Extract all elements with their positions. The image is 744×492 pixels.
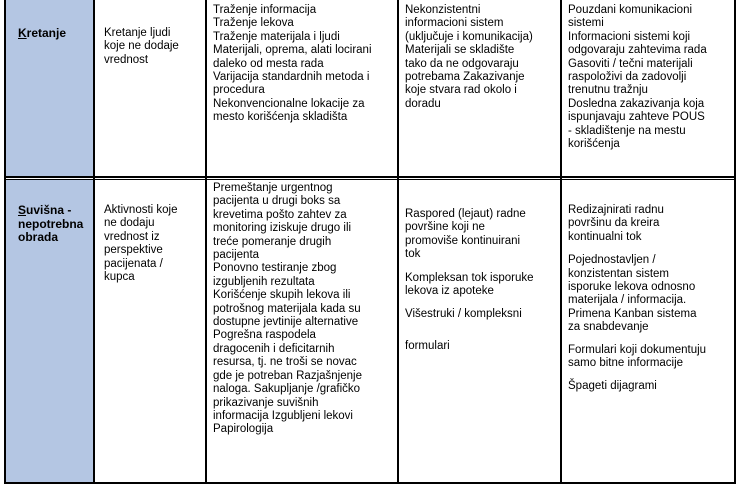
description-line: koje ne dodaje bbox=[104, 40, 179, 53]
example-line: procedura bbox=[213, 84, 265, 97]
solution-line: samo bitne informacije bbox=[568, 357, 684, 370]
example-line: Premeštanje urgentnog bbox=[213, 182, 333, 194]
grid-line bbox=[4, 176, 736, 178]
description-line: ne dodaju bbox=[104, 217, 155, 230]
grid-line bbox=[734, 0, 736, 484]
category-label-kretanje: Kretanje bbox=[18, 26, 67, 40]
grid-line bbox=[4, 482, 736, 484]
cause-line: koje stvara rad okolo i bbox=[405, 84, 517, 97]
solution-line: Pojednostavljen / bbox=[568, 254, 656, 267]
grid-line bbox=[93, 0, 95, 484]
solution-line: materijala / informacija. bbox=[568, 294, 687, 307]
solution-line: korišćenja bbox=[568, 138, 620, 151]
grid-line bbox=[4, 179, 736, 180]
grid-line bbox=[560, 0, 562, 484]
cause-line: tok bbox=[405, 248, 421, 261]
example-line: naloga. Sakupljanje /grafičko bbox=[213, 383, 361, 396]
cause-line: površine koji ne bbox=[405, 221, 485, 234]
solution-line: Formulari koji dokumentuju bbox=[568, 343, 707, 356]
description-line: kupca bbox=[104, 271, 135, 284]
example-line: pacijenta bbox=[213, 249, 260, 262]
description-line: pacijenata / bbox=[104, 257, 163, 270]
example-line: Papirologija bbox=[213, 423, 274, 436]
cause-line: tako da ne odgovaraju bbox=[405, 57, 519, 70]
cause-line: (uključuje i komunikacija) bbox=[405, 30, 533, 43]
example-line: monitoring iziskuje drugo ili bbox=[213, 222, 352, 235]
solutions-cell-2 bbox=[568, 204, 706, 394]
example-line: potrošnog materijala kada su bbox=[213, 302, 361, 315]
solution-line: sistemi bbox=[568, 17, 604, 30]
example-line: dostupne jevtinije alternative bbox=[213, 316, 359, 329]
example-line: dragocenih i deficitarnih bbox=[213, 342, 335, 355]
solution-line: ispunjavaju zahteve POUS bbox=[568, 111, 705, 124]
solution-line: raspoloživi da zadovolji bbox=[568, 71, 687, 84]
example-line: Traženje materijala i ljudi bbox=[213, 30, 340, 43]
solution-line: Informacioni sistemi koji bbox=[568, 30, 691, 43]
solution-line: kontinualni tok bbox=[568, 230, 642, 243]
solution-line: - skladištenje na mestu bbox=[568, 124, 686, 137]
cause-line: promoviše kontinuirani bbox=[405, 234, 521, 247]
description-line: vrednost bbox=[104, 53, 149, 66]
solution-line: površinu da kreira bbox=[568, 217, 660, 230]
solution-line: Pouzdani komunikacioni bbox=[568, 4, 693, 16]
example-line: treće pomeranje drugih bbox=[213, 235, 332, 248]
cause-line: Nekonzistentni bbox=[405, 4, 481, 16]
example-line: mesto korišćenja skladišta bbox=[213, 111, 348, 124]
solutions-cell-1 bbox=[568, 4, 707, 151]
solution-line: trenutnu tražnju bbox=[568, 84, 648, 97]
example-line: krevetima pošto zahtev za bbox=[213, 208, 347, 221]
cause-line: formulari bbox=[405, 339, 450, 352]
example-line: prikazivanje suvišnih bbox=[213, 396, 319, 409]
grid-line bbox=[397, 0, 399, 484]
solution-line: odgovaraju zahtevima rada bbox=[568, 44, 707, 57]
causes-cell-2 bbox=[405, 208, 533, 353]
cause-line: Materijali se skladište bbox=[405, 44, 515, 57]
grid-line bbox=[205, 0, 207, 484]
example-line: Traženje informacija bbox=[213, 4, 317, 16]
examples-cell-2 bbox=[213, 182, 362, 437]
solution-line: isporuke lekova odnosno bbox=[568, 281, 696, 294]
solution-line: za snabdevanje bbox=[568, 321, 649, 334]
solution-line: Špageti dijagrami bbox=[568, 380, 657, 393]
cause-line: Kompleksan tok isporuke bbox=[405, 271, 534, 284]
example-line: Pogrešna raspodela bbox=[213, 329, 316, 342]
causes-cell-1 bbox=[405, 4, 533, 111]
example-line: Materijali, oprema, alati locirani bbox=[213, 44, 372, 57]
example-line: Nekonvencionalne lokacije za bbox=[213, 97, 365, 110]
cause-line: Raspored (lejaut) radne bbox=[405, 208, 526, 220]
cause-line: doradu bbox=[405, 97, 441, 110]
example-line: izgubljenih rezultata bbox=[213, 275, 315, 288]
cause-line: potrebama Zakazivanje bbox=[405, 71, 525, 84]
solution-line: Primena Kanban sistema bbox=[568, 307, 697, 320]
description-line: Kretanje ljudi bbox=[104, 27, 171, 39]
description-line: Aktivnosti koje bbox=[104, 204, 178, 216]
cause-line: informacioni sistem bbox=[405, 17, 504, 30]
example-line: Ponovno testiranje zbog bbox=[213, 262, 337, 275]
examples-cell-1 bbox=[213, 4, 372, 125]
solution-line: Dosledna zakazivanja koja bbox=[568, 97, 705, 110]
description-line: perspektive bbox=[104, 244, 163, 257]
solution-line: Gasoviti / tečni materijali bbox=[568, 57, 693, 70]
description-cell-1 bbox=[104, 27, 179, 67]
grid-line bbox=[4, 0, 6, 484]
description-cell-2 bbox=[104, 204, 178, 284]
example-line: gde je potreban Razjašnjenje bbox=[213, 369, 362, 382]
example-line: pacijenta u drugi boks sa bbox=[213, 195, 341, 208]
cause-line: Višestruki / kompleksni bbox=[405, 308, 522, 321]
solution-line: Redizajnirati radnu bbox=[568, 204, 664, 216]
cause-line: lekova iz apoteke bbox=[405, 285, 494, 298]
example-line: daleko od mesta rada bbox=[213, 57, 324, 70]
example-line: Varijacija standardnih metoda i bbox=[213, 71, 370, 84]
example-line: Traženje lekova bbox=[213, 17, 294, 30]
example-line: resursa, tj. ne troši se novac bbox=[213, 356, 357, 369]
description-line: vrednost iz bbox=[104, 230, 160, 243]
example-line: Korišćenje skupih lekova ili bbox=[213, 289, 351, 302]
category-label-suvisna-obrada: Suvišna - nepotrebna obrada bbox=[18, 203, 84, 244]
example-line: informacija Izgubljeni lekovi bbox=[213, 409, 353, 422]
solution-line: konzistentan sistem bbox=[568, 267, 669, 280]
